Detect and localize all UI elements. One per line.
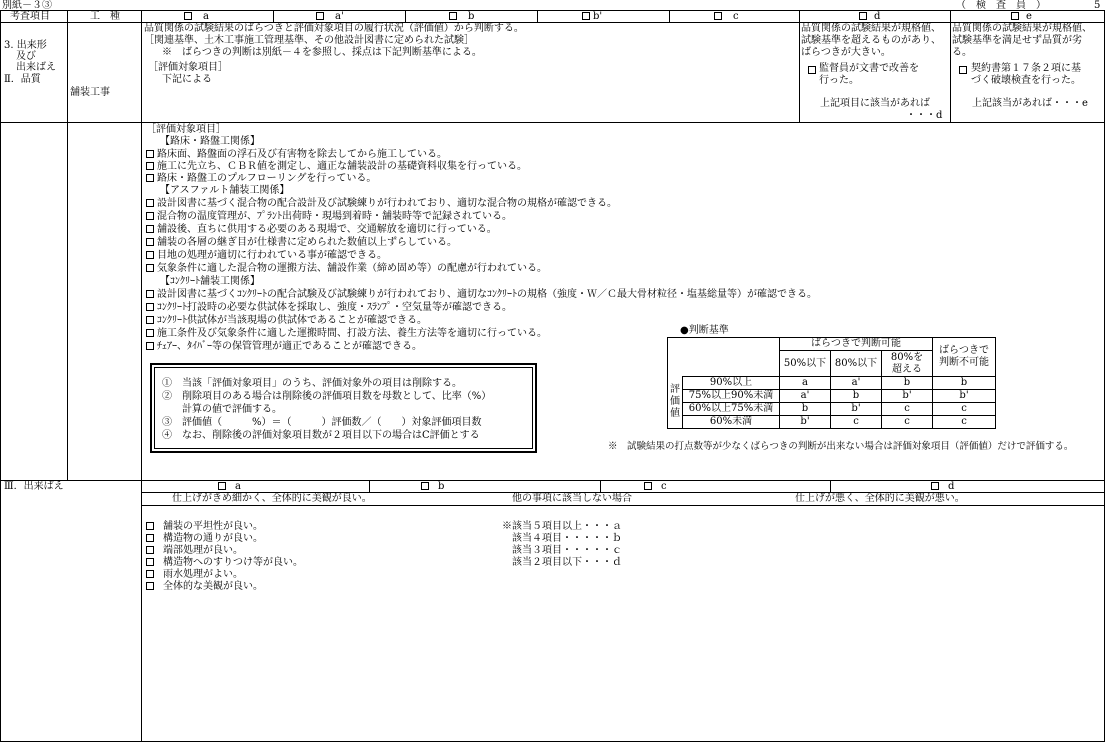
- finish-item[interactable]: 構造物の通りが良い。: [146, 533, 263, 545]
- col-type-header: 工 種: [90, 11, 120, 22]
- eval-item[interactable]: 路床・路盤工のプルフローリングを行っている。: [146, 173, 376, 185]
- checkbox-icon[interactable]: [146, 251, 154, 259]
- checkbox-icon[interactable]: [316, 12, 324, 20]
- eval-header-top: ［評価対象項目］: [148, 62, 228, 73]
- col-50: 50%以下: [780, 351, 831, 377]
- eval-item[interactable]: ﾁｪｱｰ、ﾀｲﾊﾞｰ等の保管管理が適正であることが確認できる。: [146, 341, 422, 353]
- checkbox-icon[interactable]: [146, 558, 154, 566]
- finish-desc-a: 仕上げがきめ細かく、全体的に美観が良い。: [172, 493, 372, 504]
- criteria-title: ●判断基準: [680, 325, 729, 336]
- finish-item[interactable]: 全体的な美観が良い。: [146, 581, 263, 593]
- d-text-1: 品質関係の試験結果が規格値、: [801, 23, 941, 34]
- hdr-sep: [537, 10, 538, 22]
- checkbox-icon[interactable]: [582, 12, 590, 20]
- finish-score-1: ※該当５項目以上・・・ａ: [502, 521, 622, 532]
- finish-desc-d: 仕上げが悪く、全体的に美観が悪い。: [795, 493, 965, 504]
- checkbox-icon[interactable]: [146, 570, 154, 578]
- finish-grade-a[interactable]: a: [218, 481, 241, 493]
- col-80: 80%以下: [831, 351, 882, 377]
- finish-label: Ⅲ．出来ばえ: [4, 481, 64, 492]
- note-5: ④ なお、削除後の評価対象項目数が２項目以下の場合はC評価とする: [162, 430, 480, 441]
- checkbox-icon[interactable]: [714, 12, 722, 20]
- eval-item[interactable]: ｺﾝｸﾘｰﾄ打設時の必要な供試体を採取し、強度・ｽﾗﾝﾌﾟ・空気量等が確認できる。: [146, 302, 512, 314]
- checkbox-icon[interactable]: [146, 150, 154, 158]
- page-number: 5: [1094, 0, 1101, 11]
- e-check-2: づく破壊検査を行った。: [971, 75, 1081, 86]
- finish-grade-b[interactable]: b: [421, 481, 444, 493]
- eval-item[interactable]: 目地の処理が適切に行われている事が確認できる。: [146, 250, 387, 262]
- note-4: ③ 評価値（ %）＝（ ）評価数／（ ）対象評価項目数: [162, 417, 482, 428]
- quality-intro-1: 品質関係の試験結果のばらつきと評価対象項目の履行状況（評価値）から判断する。: [144, 23, 524, 34]
- grade-a2-header[interactable]: a': [316, 11, 344, 23]
- checkbox-icon[interactable]: [146, 522, 154, 530]
- eval-item[interactable]: 舗設後、直ちに供用する必要のある現場で、交通解放を適切に行っている。: [146, 224, 497, 236]
- sheet-id: 別紙－３③: [2, 0, 52, 11]
- see-below: 下記による: [162, 74, 212, 85]
- work-type: 舗装工事: [70, 87, 110, 98]
- grade-c-header[interactable]: c: [714, 11, 739, 23]
- checkbox-icon[interactable]: [146, 290, 154, 298]
- checkbox-icon[interactable]: [146, 238, 154, 246]
- checkbox-icon[interactable]: [146, 582, 154, 590]
- finish-sep: [830, 480, 831, 492]
- quality-intro-2: ［関連基準、土木工事施工管理基準、その他設計図書に定められた試験］: [144, 35, 474, 46]
- checkbox-icon[interactable]: [146, 303, 154, 311]
- e-footer: 上記該当があれば・・・e: [972, 98, 1088, 109]
- col-divider-item: [67, 10, 68, 480]
- test-note: ※ 試験結果の打点数等が少なくばらつきの判断が出来ない場合は評価対象項目（評価値）だけで評価する。: [608, 441, 1074, 452]
- group-roadbed: 【路床・路盤工関係】: [160, 136, 260, 147]
- finish-sep: [369, 480, 370, 492]
- checkbox-icon[interactable]: [1011, 12, 1019, 20]
- criteria-table: ばらつきで判断可能 ばらつきで 判断不可能 50%以下 80%以下 80%を 超える 評 価 値 90%以上 a a' b b 75%以上90%未満 a' b b' b' 60%以上75%未満 b b' c c 60%未満 b' c c c: [667, 337, 996, 429]
- group-asphalt: 【アスファルト舗装工関係】: [160, 185, 290, 196]
- item-label-line2: 及び: [16, 51, 36, 62]
- row-divider-quality: [141, 122, 1105, 123]
- d-check-1: 監督員が文書で改善を: [819, 63, 919, 74]
- grade-b-header[interactable]: b: [449, 11, 474, 23]
- eval-item[interactable]: 設計図書に基づくｺﾝｸﾘｰﾄの配合試験及び試験練りが行われており、適切なｺﾝｸﾘｰﾄの規格（強度・Ｗ／Ｃ最大骨材粒径・塩基総量等）が確認できる。: [146, 289, 817, 301]
- checkbox-icon[interactable]: [146, 329, 154, 337]
- d-text-3: ばらつきが大きい。: [801, 47, 891, 58]
- checkbox-icon[interactable]: [421, 482, 429, 490]
- finish-item[interactable]: 雨水処理がよい。: [146, 569, 243, 581]
- finish-item[interactable]: 舗装の平坦性が良い。: [146, 521, 263, 533]
- eval-item[interactable]: 気象条件に適した混合物の運搬方法、舗設作業（締め固め等）の配慮が行われている。: [146, 263, 547, 275]
- col-item-header: 考査項目: [10, 11, 50, 22]
- e-text-3: る。: [952, 47, 972, 58]
- group-concrete: 【ｺﾝｸﾘｰﾄ舗装工関係】: [160, 276, 260, 287]
- eval-item[interactable]: 混合物の温度管理が、ﾌﾟﾗﾝﾄ出荷時・現場到着時・舗装時等で記録されている。: [146, 211, 512, 223]
- hdr-sep: [273, 10, 274, 22]
- checkbox-icon[interactable]: [184, 12, 192, 20]
- checkbox-icon[interactable]: [146, 534, 154, 542]
- col-divider-type: [141, 10, 142, 742]
- note-1: ① 当該「評価対象項目」のうち、評価対象外の項目は削除する。: [162, 378, 462, 389]
- note-3: 計算の値で評価する。: [162, 404, 282, 415]
- col-over: 80%を 超える: [882, 351, 933, 377]
- checkbox-icon[interactable]: [146, 199, 154, 207]
- d-footer-1: 上記項目に該当があれば: [820, 98, 930, 109]
- checkbox-icon[interactable]: [146, 546, 154, 554]
- checkbox-icon[interactable]: [449, 12, 457, 20]
- checkbox-icon[interactable]: [218, 482, 226, 490]
- row-label: 評 価 値: [668, 377, 683, 429]
- eval-item[interactable]: 路床面、路盤面の浮石及び有害物を除去してから施工している。: [146, 149, 447, 161]
- e-text-2: 試験基準を満足せず品質が劣: [952, 35, 1082, 46]
- d-footer-2: ・・・d: [906, 110, 943, 121]
- finish-grade-d[interactable]: d: [931, 481, 954, 493]
- row-divider-left: [0, 122, 141, 123]
- e-text-1: 品質関係の試験結果が規格値、: [952, 23, 1092, 34]
- inspector-label: （ 検 査 員 ）: [956, 0, 1046, 11]
- checkbox-icon[interactable]: [146, 342, 154, 350]
- eval-item[interactable]: 舗装の各層の継ぎ目が仕様書に定められた数値以上ずらしている。: [146, 237, 457, 249]
- col-sep-d: [799, 10, 800, 122]
- e-checkbox[interactable]: [959, 66, 967, 74]
- checkbox-icon[interactable]: [931, 482, 939, 490]
- grade-e-header[interactable]: e: [1011, 11, 1032, 23]
- checkbox-icon[interactable]: [146, 174, 154, 182]
- hdr-sep: [669, 10, 670, 22]
- finish-desc-c: 他の事項に該当しない場合: [512, 493, 632, 504]
- d-text-2: 試験基準を超えるものがあり、: [801, 35, 941, 46]
- d-checkbox[interactable]: [808, 66, 816, 74]
- checkbox-icon[interactable]: [146, 212, 154, 220]
- finish-item[interactable]: 構造物へのすりつけ等が良い。: [146, 557, 303, 569]
- eval-item[interactable]: 施工に先立ち、ＣＢＲ値を測定し、適正な舗装設計の基礎資料収集を行っている。: [146, 161, 527, 173]
- d-check-2: 行った。: [819, 75, 859, 86]
- quality-intro-3: ※ ばらつきの判断は別紙－４を参照し、採点は下記判断基準による。: [162, 47, 482, 58]
- eval-title: ［評価対象項目］: [146, 124, 226, 135]
- hdr-sep: [405, 10, 406, 22]
- finish-sep: [600, 480, 601, 492]
- checkbox-icon[interactable]: [146, 225, 154, 233]
- finish-score-2: 該当４項目・・・・・ｂ: [502, 533, 622, 544]
- checkbox-icon[interactable]: [146, 162, 154, 170]
- grade-a-header[interactable]: a: [184, 11, 209, 23]
- checkbox-icon[interactable]: [146, 264, 154, 272]
- finish-item[interactable]: 端部処理が良い。: [146, 545, 243, 557]
- note-2: ② 削除項目のある場合は削除後の評価項目数を母数として、比率（%）: [162, 391, 492, 402]
- finish-score-4: 該当２項目以下・・・ｄ: [502, 557, 622, 568]
- item-label-line3: 出来ばえ: [16, 62, 56, 73]
- checkbox-icon[interactable]: [859, 12, 867, 20]
- checkbox-icon[interactable]: [146, 316, 154, 324]
- col-no-judge: ばらつきで 判断不可能: [933, 338, 996, 377]
- col-sep-e: [950, 10, 951, 122]
- grade-d-header[interactable]: d: [859, 11, 880, 23]
- item-label-line4: Ⅱ．品質: [4, 74, 41, 85]
- grade-b2-header[interactable]: b': [582, 11, 602, 23]
- eval-item[interactable]: 設計図書に基づく混合物の配合設計及び試験練りが行われており、適切な混合物の規格が確認できる。: [146, 198, 617, 210]
- e-check-1: 契約書第１７条２項に基: [971, 63, 1081, 74]
- item-label-line1: 3. 出来形: [4, 40, 47, 51]
- finish-score-3: 該当３項目・・・・・ｃ: [502, 545, 622, 556]
- eval-item[interactable]: 施工条件及び気象条件に適した運搬時間、打設方法、養生方法等を適切に行っている。: [146, 328, 547, 340]
- finish-desc-divider: [141, 505, 1105, 506]
- eval-item[interactable]: ｺﾝｸﾘｰﾄ供試体が当該現場の供試体であることが確認できる。: [146, 315, 427, 327]
- finish-grade-c[interactable]: c: [644, 481, 667, 493]
- col-judge: ばらつきで判断可能: [780, 338, 933, 351]
- checkbox-icon[interactable]: [644, 482, 652, 490]
